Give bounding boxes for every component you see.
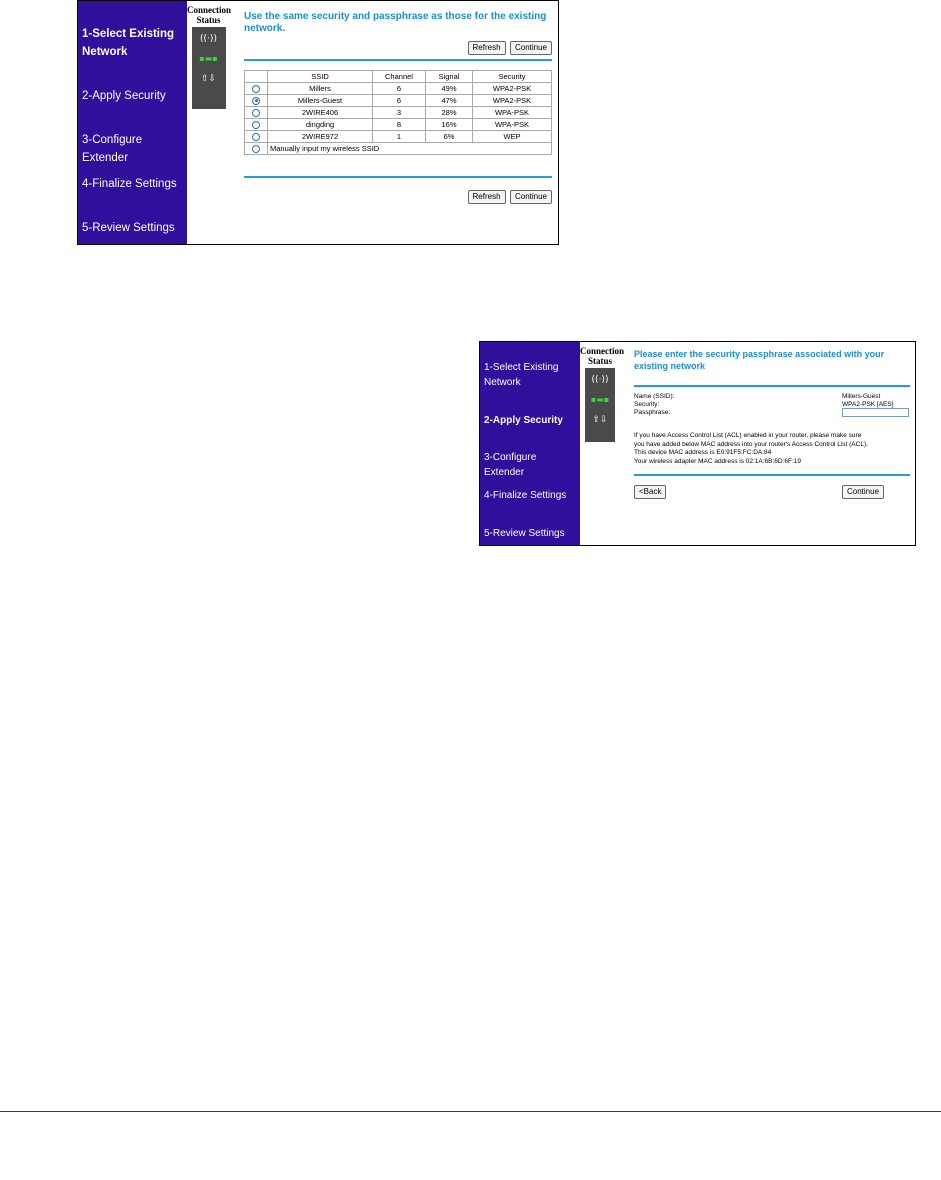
refresh-button[interactable]: Refresh bbox=[468, 41, 506, 55]
continue-button[interactable]: Continue bbox=[510, 41, 552, 55]
step-apply-security[interactable]: 2-Apply Security bbox=[484, 415, 563, 426]
step-select-existing-network[interactable]: 1-Select Existing Network bbox=[484, 362, 559, 388]
acl-note-line: you have added below MAC address into your router's Access Control List (ACL). bbox=[634, 440, 868, 448]
ssid-cell: Millers-Guest bbox=[268, 95, 373, 107]
step-select-existing-network[interactable]: 1-Select Existing Network bbox=[82, 28, 175, 58]
divider bbox=[244, 176, 552, 178]
bottom-button-row bbox=[468, 186, 553, 204]
column-header-security: Security bbox=[473, 71, 552, 83]
channel-cell: 6 bbox=[373, 83, 426, 95]
security-cell: WPA2-PSK bbox=[473, 83, 552, 95]
continue-button[interactable]: Continue bbox=[510, 190, 552, 204]
security-label: Security: bbox=[634, 401, 660, 408]
router-icon: ▪▬▪ bbox=[590, 395, 610, 404]
step-review-settings[interactable]: 5-Review Settings bbox=[82, 222, 175, 234]
main-content bbox=[244, 11, 552, 201]
acl-notes bbox=[634, 432, 910, 466]
network-radio[interactable] bbox=[252, 97, 260, 105]
continue-button[interactable]: Continue bbox=[842, 485, 884, 499]
security-cell: WPA-PSK bbox=[473, 107, 552, 119]
step-apply-security[interactable]: 2-Apply Security bbox=[82, 90, 166, 102]
name-ssid-label: Name (SSID): bbox=[634, 393, 675, 400]
upload-arrow-icon: ⇧⇩ bbox=[592, 415, 608, 425]
device-mac-text: This device MAC address is E0:91F5:FC:DA:84 bbox=[634, 449, 772, 456]
back-button[interactable]: <Back bbox=[634, 485, 666, 499]
step-finalize-settings[interactable]: 4-Finalize Settings bbox=[484, 490, 567, 501]
wizard-sidebar bbox=[78, 1, 187, 244]
page-heading: Use the same security and passphrase as those for the existing network. bbox=[244, 11, 547, 34]
channel-cell: 1 bbox=[373, 131, 426, 143]
network-radio[interactable] bbox=[252, 85, 260, 93]
acl-note-line: If you have Access Control List (ACL) enabled in your router, please make sure bbox=[634, 432, 862, 439]
security-cell: WPA2-PSK bbox=[473, 95, 552, 107]
adapter-mac-text: Your wireless adapter MAC address is 02:1A:6B:6D:6F:19 bbox=[634, 457, 802, 465]
connection-status-panel bbox=[580, 346, 625, 442]
table-row[interactable] bbox=[245, 95, 552, 107]
wizard-sidebar bbox=[480, 342, 580, 545]
page-footer-rule bbox=[0, 1111, 941, 1112]
table-header-row bbox=[245, 71, 552, 83]
ssid-cell: 2WIRE406 bbox=[268, 107, 373, 119]
step-configure-extender[interactable]: 3-Configure Extender bbox=[82, 134, 143, 164]
signal-cell: 49% bbox=[426, 83, 473, 95]
column-header-select bbox=[245, 71, 268, 83]
manual-ssid-radio[interactable] bbox=[252, 145, 260, 153]
network-radio[interactable] bbox=[252, 109, 260, 117]
channel-cell: 3 bbox=[373, 107, 426, 119]
connection-status-icons bbox=[585, 368, 615, 442]
upload-arrow-icon: ⇧⇩ bbox=[200, 74, 217, 84]
security-cell: WEP bbox=[473, 131, 552, 143]
connection-status-icons bbox=[192, 27, 226, 109]
signal-cell: 6% bbox=[426, 131, 473, 143]
divider bbox=[634, 385, 910, 387]
passphrase-label: Passphrase: bbox=[634, 409, 671, 416]
router-icon: ▪▬▪ bbox=[199, 54, 218, 63]
refresh-button[interactable]: Refresh bbox=[468, 190, 506, 204]
name-ssid-value: Millers-Guest bbox=[842, 393, 881, 400]
network-radio[interactable] bbox=[252, 121, 260, 129]
security-value: WPA2-PSK [AES] bbox=[842, 401, 894, 408]
passphrase-input[interactable] bbox=[842, 408, 909, 417]
top-button-row bbox=[468, 37, 553, 55]
table-row[interactable] bbox=[245, 83, 552, 95]
network-table bbox=[244, 70, 552, 155]
connection-status-title: Connection Status bbox=[187, 5, 232, 25]
network-radio[interactable] bbox=[252, 133, 260, 141]
ssid-cell: Millers bbox=[268, 83, 373, 95]
signal-cell: 28% bbox=[426, 107, 473, 119]
page-heading: Please enter the security passphrase associated with your existing network bbox=[634, 349, 885, 371]
main-content bbox=[634, 348, 910, 496]
wifi-signal-icon: ((·)) bbox=[591, 375, 609, 385]
channel-cell: 8 bbox=[373, 119, 426, 131]
manual-ssid-row[interactable] bbox=[245, 143, 552, 155]
channel-cell: 6 bbox=[373, 95, 426, 107]
signal-cell: 47% bbox=[426, 95, 473, 107]
divider bbox=[634, 474, 910, 476]
wifi-signal-icon: ((·)) bbox=[200, 34, 217, 44]
apply-security-screenshot bbox=[479, 341, 916, 546]
step-finalize-settings[interactable]: 4-Finalize Settings bbox=[82, 178, 177, 190]
connection-status-title: Connection Status bbox=[580, 346, 625, 366]
column-header-signal: Signal bbox=[426, 71, 473, 83]
column-header-channel: Channel bbox=[373, 71, 426, 83]
table-row[interactable] bbox=[245, 107, 552, 119]
ssid-cell: 2WIRE972 bbox=[268, 131, 373, 143]
select-network-screenshot bbox=[77, 0, 559, 245]
step-configure-extender[interactable]: 3-Configure Extender bbox=[484, 452, 537, 478]
table-row[interactable] bbox=[245, 131, 552, 143]
connection-status-panel bbox=[187, 5, 230, 109]
manual-ssid-label: Manually input my wireless SSID bbox=[268, 143, 552, 155]
signal-cell: 16% bbox=[426, 119, 473, 131]
column-header-ssid: SSID bbox=[268, 71, 373, 83]
security-cell: WPA-PSK bbox=[473, 119, 552, 131]
ssid-cell: dingding bbox=[268, 119, 373, 131]
table-row[interactable] bbox=[245, 119, 552, 131]
step-review-settings[interactable]: 5-Review Settings bbox=[484, 528, 565, 539]
divider bbox=[244, 59, 552, 61]
